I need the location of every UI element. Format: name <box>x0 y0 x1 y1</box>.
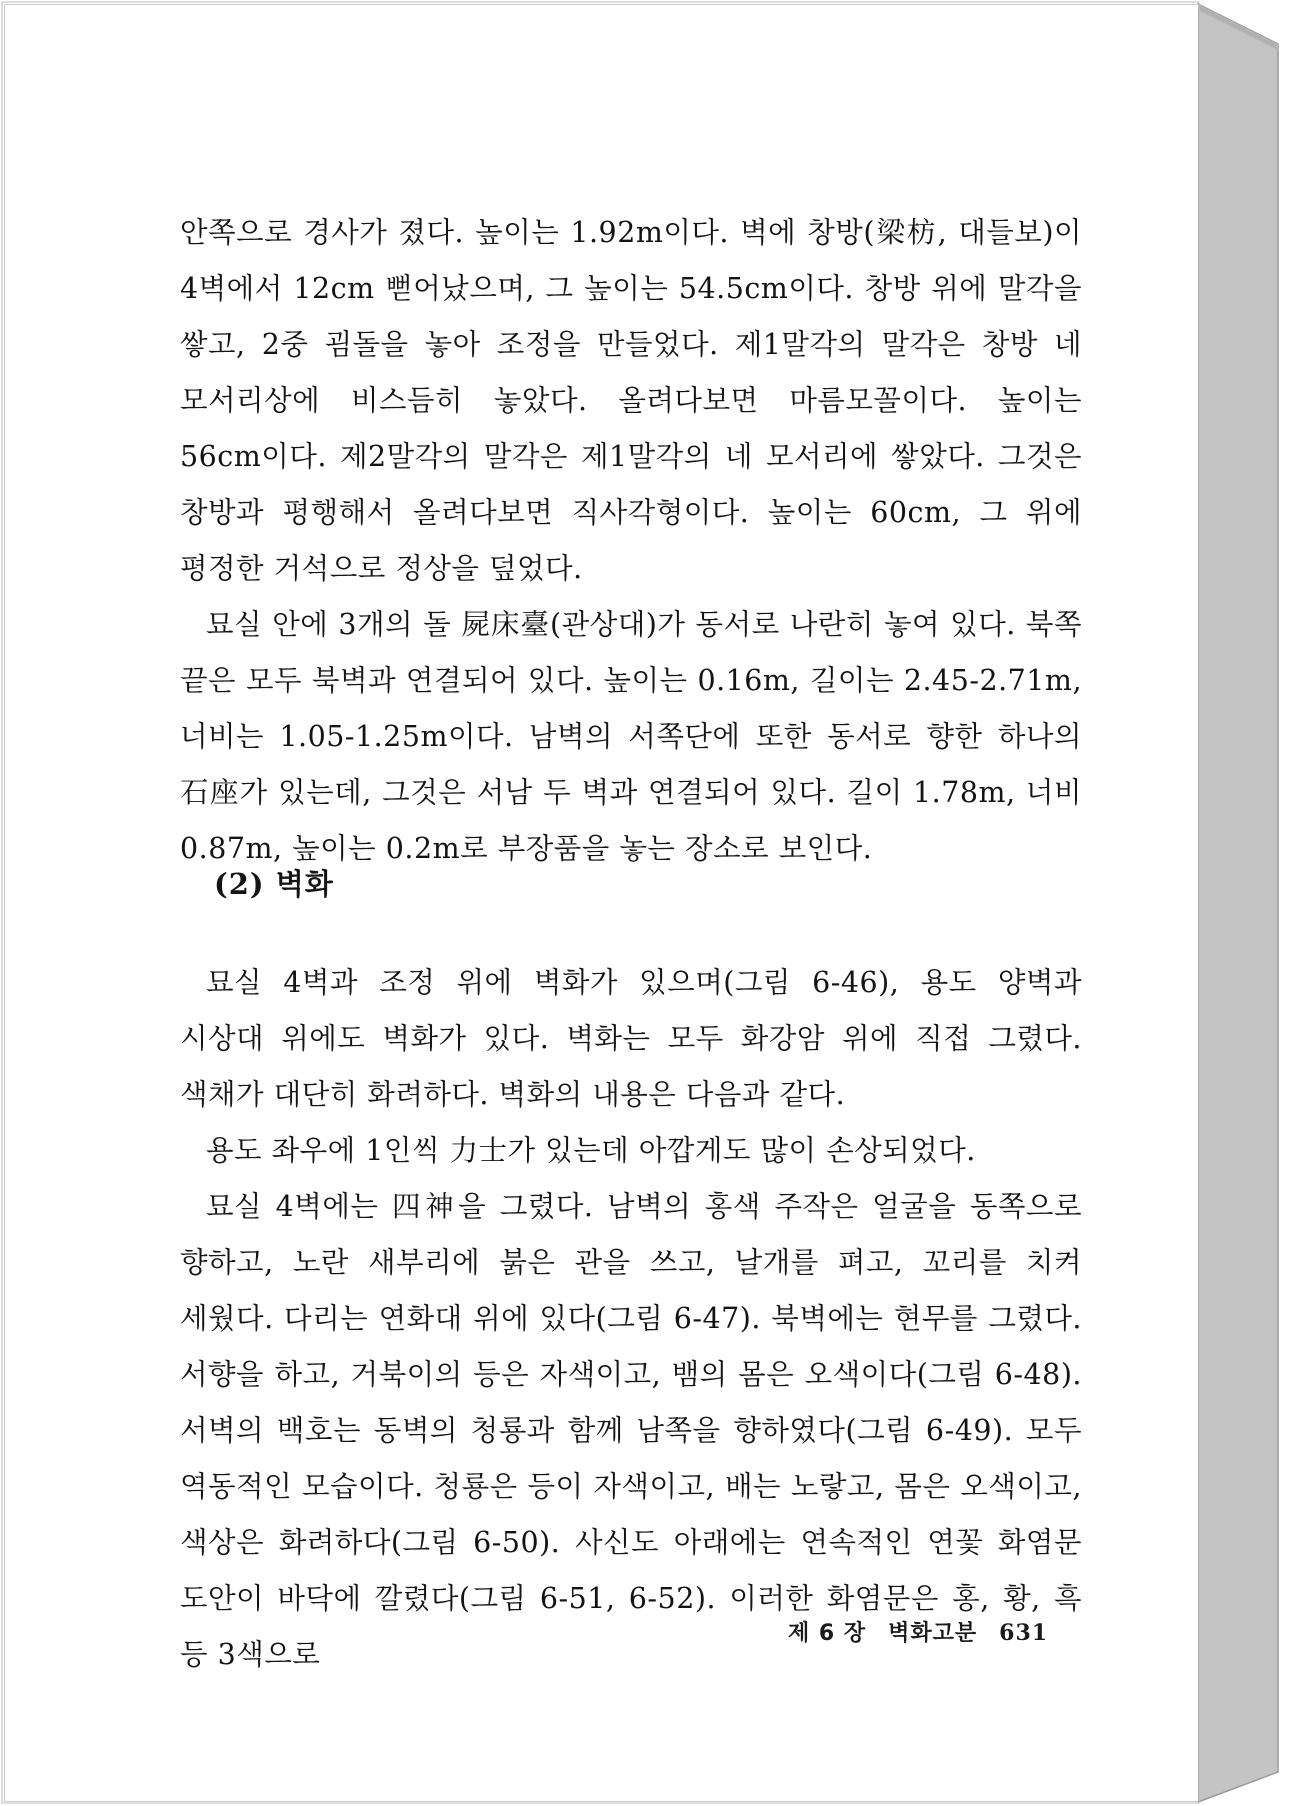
paragraph-coffin-platforms: 묘실 안에 3개의 돌 屍床臺(관상대)가 동서로 나란히 놓여 있다. 북쪽 끝은 모두 북벽과 연결되어 있다. 높이는 0.16m, 길이는 2.45-2.71m, 너비는 1.05-1.25m이다. 남벽의 서쪽단에 또한 동서로 향한 하나의 石座가 있는데, 그것은 서남 두 벽과 연결되어 있다. 길이 1.78m, 너비 0.87m, 높이는 0.2m로 부장품을 놓는 장소로 보인다. <box>180 608 1082 865</box>
footer-chapter: 제 6 장 <box>788 1621 867 1646</box>
section-heading: (2) 벽화 <box>214 867 334 901</box>
book-side-face <box>1198 4 1278 1802</box>
paragraph-four-deities: 묘실 4벽에는 四神을 그렸다. 남벽의 홍색 주작은 얼굴을 동쪽으로 향하고, 노란 새부리에 붉은 관을 쓰고, 날개를 펴고, 꼬리를 치켜 세웠다. 다리는 연화대 위에 있다(그림 6-47). 북벽에는 현무를 그렸다. 서향을 하고, 거북이의 등은 자색이고, 뱀의 몸은 오색이다(그림 6-48). 서벽의 백호는 동벽의 청룡과 함께 남쪽을 향하였다(그림 6-49). 모두 역동적인 모습이다. 청룡은 등이 자색이고, 배는 노랗고, 몸은 오색이고, 색상은 화려하다(그림 6-50). 사신도 아래에는 연속적인 연꽃 화염문 도안이 바닥에 깔렸다(그림 6-51, 6-52). 이러한 화염문은 홍, 황, 흑 등 3색으로 <box>180 1190 1082 1671</box>
paragraph-guardians: 용도 좌우에 1인씩 力士가 있는데 아깝게도 많이 손상되었다. <box>206 1134 976 1167</box>
body-text-top <box>180 205 1082 877</box>
paragraph-ceiling-structure: 안쪽으로 경사가 졌다. 높이는 1.92m이다. 벽에 창방(梁枋, 대들보)이 4벽에서 12cm 뻗어났으며, 그 높이는 54.5cm이다. 창방 위에 말각을 쌓고, 2중 굄돌을 놓아 조정을 만들었다. 제1말각의 말각은 창방 네 모서리상에 비스듬히 놓았다. 올려다보면 마름모꼴이다. 높이는 56cm이다. 제2말각의 말각은 제1말각의 네 모서리에 쌓았다. 그것은 창방과 평행해서 올려다보면 직사각형이다. 높이는 60cm, 그 위에 평정한 거석으로 정상을 덮었다. <box>180 216 1082 585</box>
footer-title: 벽화고분 <box>888 1621 978 1646</box>
page-number: 631 <box>999 1620 1049 1646</box>
page-footer <box>788 1616 1048 1647</box>
body-text-bottom <box>180 955 1082 1683</box>
paragraph-murals-intro: 묘실 4벽과 조정 위에 벽화가 있으며(그림 6-46), 용도 양벽과 시상대 위에도 벽화가 있다. 벽화는 모두 화강암 위에 직접 그렸다. 색채가 대단히 화려하다. 벽화의 내용은 다음과 같다. <box>180 966 1082 1111</box>
